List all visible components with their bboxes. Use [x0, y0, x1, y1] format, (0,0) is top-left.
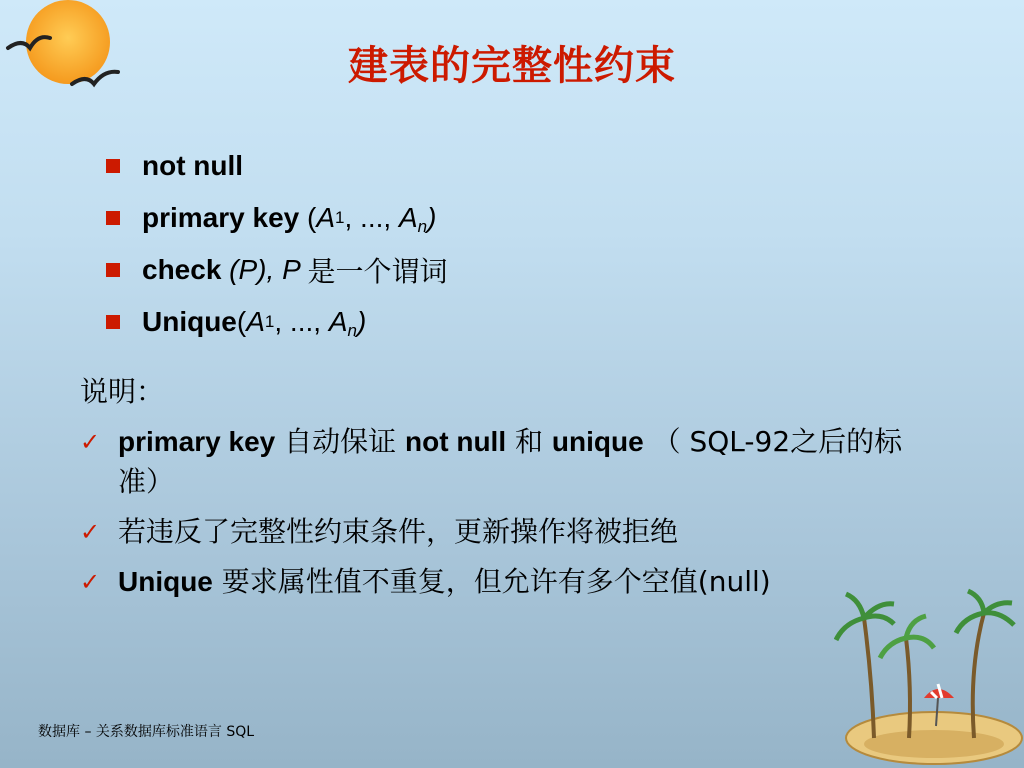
note-item: [80, 562, 940, 602]
paren-open: (: [236, 306, 247, 337]
constraint-check: [106, 244, 448, 296]
attr-a: A: [316, 202, 336, 233]
note-text: （ SQL-92之后的标准）: [118, 425, 903, 498]
note-item: [80, 512, 940, 552]
palm-island-decoration: [834, 588, 1024, 768]
ellipsis: , ...,: [344, 202, 399, 233]
checkmark-icon: ✓: [80, 518, 101, 546]
slide-title: 建表的完整性约束: [348, 43, 676, 89]
square-bullet-icon: [106, 159, 120, 173]
check-keyword: check: [142, 254, 222, 285]
note-text: 自动保证: [275, 425, 406, 458]
paren-close: ): [357, 306, 367, 337]
attr-a: [399, 202, 436, 234]
subscript-n: n: [347, 321, 357, 340]
note-keyword: primary key: [118, 426, 276, 457]
unique-keyword: Unique: [142, 306, 237, 337]
square-bullet-icon: [106, 211, 120, 225]
note-keyword: unique: [551, 426, 644, 457]
ellipsis: , ...,: [274, 306, 329, 337]
notes-heading: 说明：: [80, 375, 165, 408]
attr-a: A: [246, 306, 265, 337]
subscript-n: n: [417, 217, 428, 236]
attr-a: [329, 306, 366, 338]
note-text: 要求属性值不重复，但允许有多个空值(null): [212, 565, 771, 598]
checkmark-icon: ✓: [80, 428, 101, 456]
square-bullet-icon: [106, 315, 120, 329]
note-text: 和: [506, 425, 552, 458]
note-keyword: Unique: [118, 566, 213, 597]
footer-text: 数据库 – 关系数据库标准语言 SQL: [38, 724, 255, 740]
checkmark-icon: ✓: [80, 568, 101, 596]
paren-close: ): [427, 202, 437, 233]
attr-a-letter: A: [398, 202, 418, 233]
square-bullet-icon: [106, 263, 120, 277]
constraint-not-null: [106, 140, 448, 192]
constraint-list: [106, 140, 448, 348]
note-keyword: not null: [405, 426, 507, 457]
note-text: 若违反了完整性约束条件，更新操作将被拒绝: [118, 515, 679, 548]
check-expression: (P), P: [221, 254, 308, 285]
notes-list: [80, 422, 940, 612]
constraint-primary-key: primary key ( A 1 , ..., $A_n$): [106, 192, 448, 244]
check-description: 是一个谓词: [307, 255, 448, 288]
note-item: [80, 422, 940, 502]
attr-a-letter: A: [328, 306, 348, 337]
paren-open: (: [299, 202, 317, 233]
primary-key-keyword: primary key: [142, 202, 300, 233]
not-null-keyword: not null: [142, 150, 244, 181]
constraint-unique: Unique ( A 1 , ..., $A_n$): [106, 296, 448, 348]
